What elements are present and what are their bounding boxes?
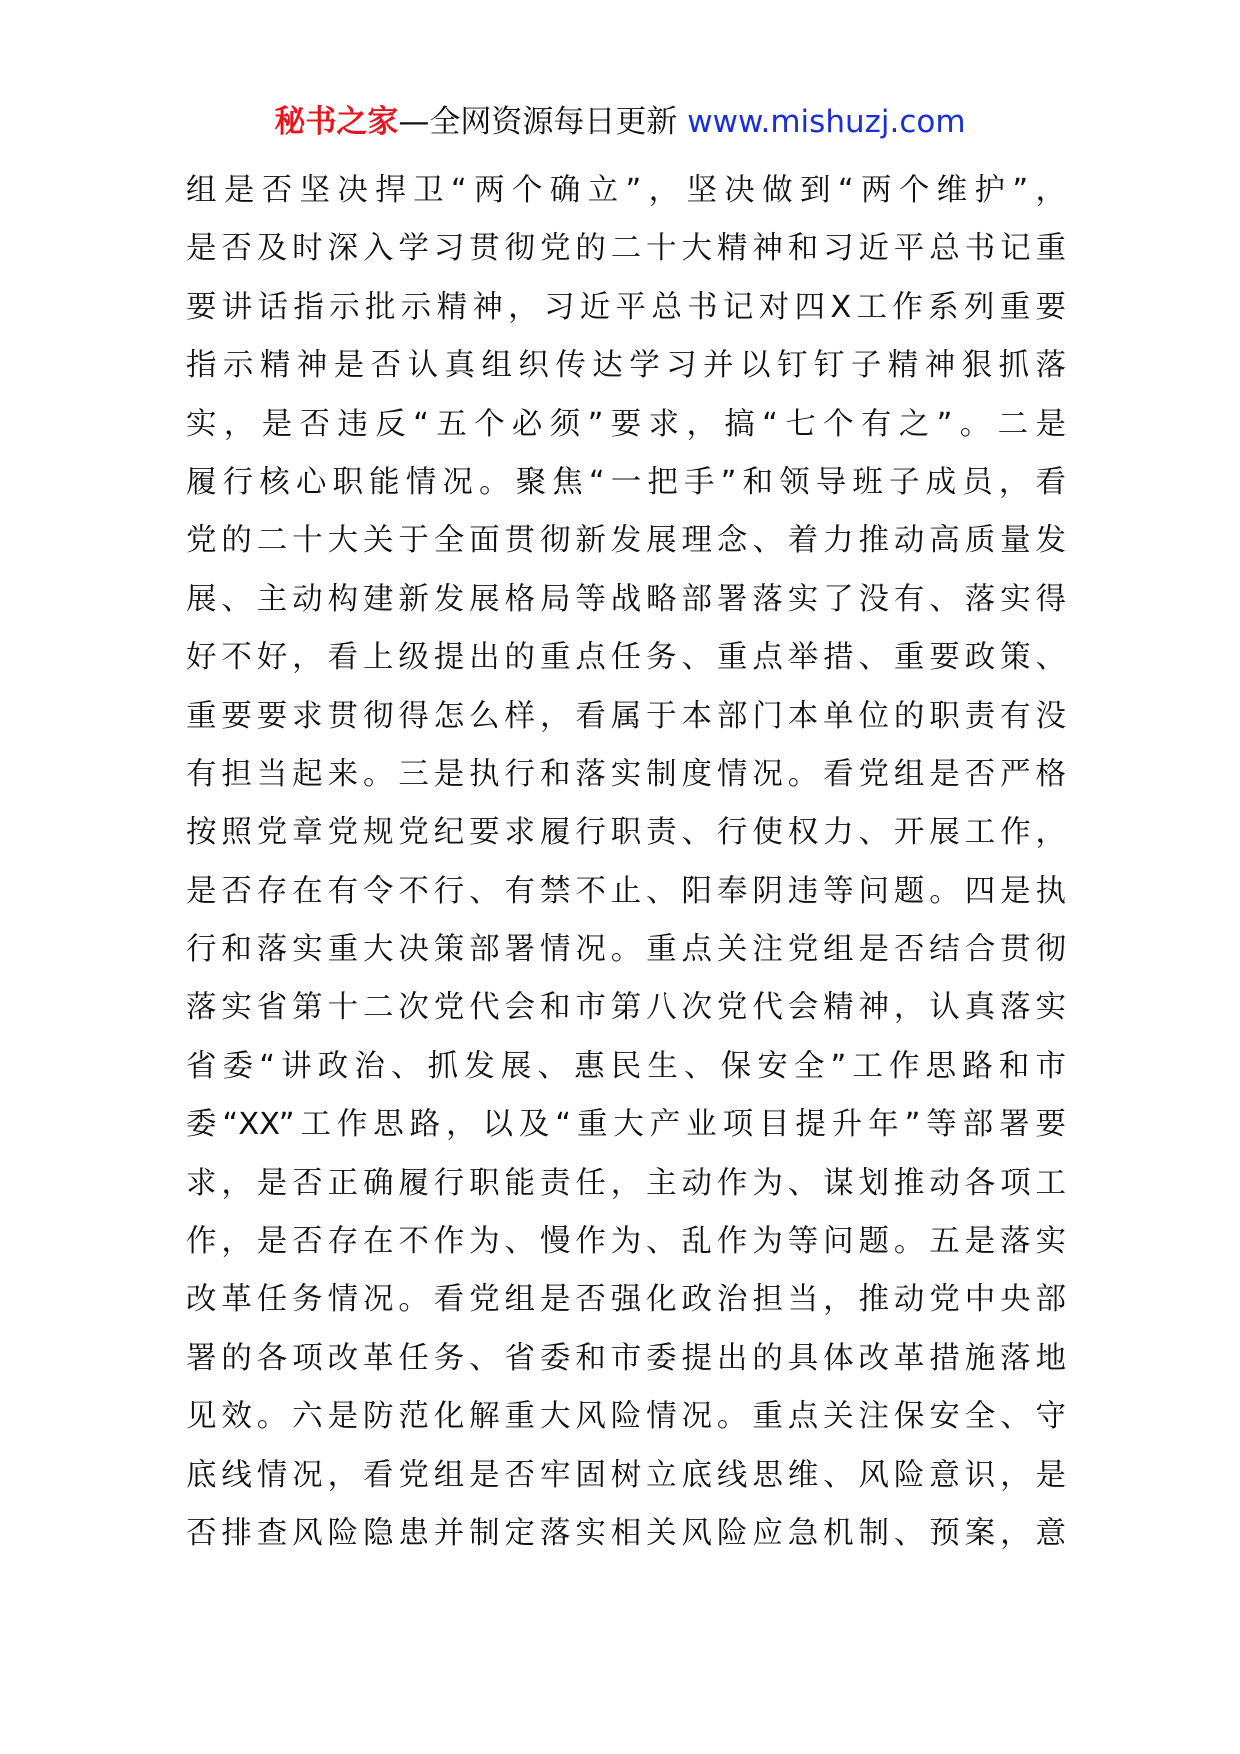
text-line: 要讲话指示批示精神，习近平总书记对四X工作系列重要 (186, 289, 1066, 325)
text-line: 省委“讲政治、抓发展、惠民生、保安全”工作思路和市 (186, 1048, 1066, 1084)
text-line: 组是否坚决捍卫“两个确立”，坚决做到“两个维护”， (186, 173, 1066, 208)
text-line: 有担当起来。三是执行和落实制度情况。看党组是否严格 (186, 756, 1066, 792)
website-link[interactable]: www.mishuzj.com (687, 104, 966, 140)
text-line: 委“XX”工作思路，以及“重大产业项目提升年”等部署要 (186, 1107, 1066, 1143)
brand-name: 秘书之家 (274, 104, 399, 140)
text-line: 作，是否存在不作为、慢作为、乱作为等问题。五是落实 (186, 1224, 1066, 1260)
text-line: 见效。六是防范化解重大风险情况。重点关注保安全、守 (186, 1399, 1066, 1435)
body-paragraph (186, 162, 1066, 1563)
text-line: 求，是否正确履行职能责任，主动作为、谋划推动各项工 (186, 1165, 1066, 1201)
header-slogan: —全网资源每日更新 (398, 104, 678, 140)
page-header (0, 100, 1240, 144)
text-line: 履行核心职能情况。聚焦“一把手”和领导班子成员，看 (186, 464, 1066, 500)
text-line: 落实省第十二次党代会和市第八次党代会精神，认真落实 (186, 990, 1066, 1026)
text-line: 党的二十大关于全面贯彻新发展理念、着力推动高质量发 (186, 523, 1066, 559)
text-line: 重要要求贯彻得怎么样，看属于本部门本单位的职责有没 (186, 698, 1066, 734)
text-line: 底线情况，看党组是否牢固树立底线思维、风险意识，是 (186, 1457, 1066, 1493)
text-line: 指示精神是否认真组织传达学习并以钉钉子精神狠抓落 (186, 348, 1066, 384)
text-line: 实，是否违反“五个必须”要求，搞“七个有之”。二是 (186, 406, 1066, 442)
text-line: 展、主动构建新发展格局等战略部署落实了没有、落实得 (186, 581, 1066, 617)
text-line: 否排查风险隐患并制定落实相关风险应急机制、预案，意 (186, 1515, 1066, 1551)
text-line: 是否存在有令不行、有禁不止、阳奉阴违等问题。四是执 (186, 873, 1066, 909)
text-line: 行和落实重大决策部署情况。重点关注党组是否结合贯彻 (186, 932, 1066, 968)
text-line: 改革任务情况。看党组是否强化政治担当，推动党中央部 (186, 1282, 1066, 1318)
text-line: 是否及时深入学习贯彻党的二十大精神和习近平总书记重 (186, 231, 1066, 267)
text-line: 好不好，看上级提出的重点任务、重点举措、重要政策、 (186, 640, 1066, 676)
text-line: 按照党章党规党纪要求履行职责、行使权力、开展工作， (186, 815, 1066, 851)
text-line: 署的各项改革任务、省委和市委提出的具体改革措施落地 (186, 1340, 1066, 1376)
